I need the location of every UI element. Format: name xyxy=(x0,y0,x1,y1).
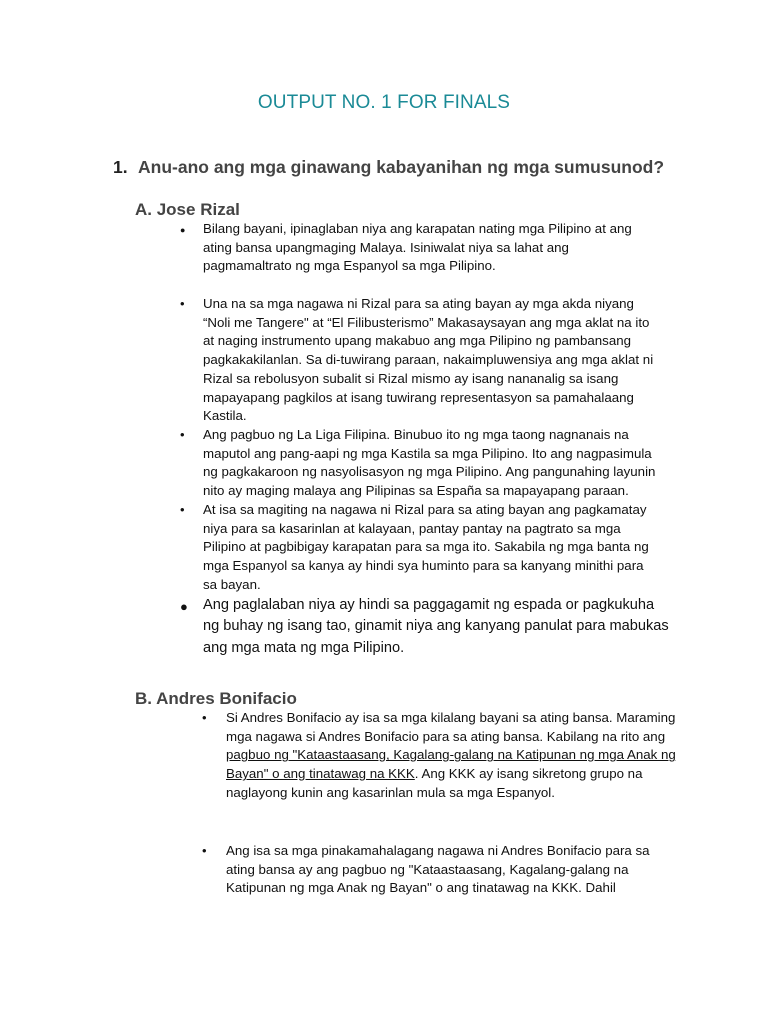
document-title: OUTPUT NO. 1 FOR FINALS xyxy=(257,92,511,113)
list-item: ● Ang paglalaban niya ay hindi sa paggagamit ng espada or pagkukuha ng buhay ng isang tao, ginamit niya ang kanyang panulat para mabukas ang mga mata ng mga Pilipino. xyxy=(180,597,669,656)
section-heading-andres-bonifacio: B. Andres Bonifacio xyxy=(135,689,297,708)
list-item: • Si Andres Bonifacio ay isa sa mga kilalang bayani sa ating bansa. Maraming mga nagawa si Andres Bonifacio para sa ating bansa. Kabilang na rito ang pagbuo ng "Kataastaasang, Kagalang-galang na Katipunan ng mga Anak ng Bayan" o ang tinatawag na KKK. Ang KKK ay isang sikretong grupo na naglayong kunin ang kasarinlan mula sa mga Espanyol. xyxy=(202,710,676,800)
section-heading-jose-rizal: A. Jose Rizal xyxy=(135,200,240,219)
question-text: Anu-ano ang mga ginawang kabayanihan ng mga sumusunod? xyxy=(138,157,665,177)
bullet-icon: • xyxy=(180,296,185,311)
bullet-icon: • xyxy=(202,710,207,725)
list-item: • Ang pagbuo ng La Liga Filipina. Binubuo ito ng mga taong nagnanais na maputol ang pang-aapi ng mga Kastila sa mga Pilipino. Ito ang nagpasimula ng pagkakaroon ng nasyolisasyon ng mga Pilipino. Ang pangunahing layunin nito ay maging malaya ang Pilipinas sa España sa mapayapang paraan. xyxy=(180,427,656,499)
bullet-icon: ● xyxy=(180,225,186,235)
bullet-icon: • xyxy=(180,427,185,442)
underlined-text: pagbuo ng "Kataastaasang, Kagalang-galang na Katipunan ng mga Anak ng Bayan" o ang tinatawag na KKK xyxy=(226,747,676,782)
question-1 xyxy=(113,157,713,178)
list-item: • Una na sa mga nagawa ni Rizal para sa ating bayan ay mga akda niyang “Noli me Tangere" at “El Filibusterismo” Makasaysayan ang mga aklat na ito at naging instrumento upang makabuo ang mga Pilipino ng pambansang pagkakakilanlan. Sa di-tuwirang paraan, nakaimpluwensiya ang mga aklat ni Rizal sa rebolusyon subalit si Rizal mismo ay isang nananalig sa isang mapayapang pagkilos at isang tuwirang representasyon sa pamahalaang Kastila. xyxy=(180,296,654,424)
list-item: • At isa sa magiting na nagawa ni Rizal para sa ating bayan ang pagkamatay niya para sa kasarinlan at kalayaan, pantay pantay na pagtrato sa mga Pilipino at pagbibigay karapatan para sa mga ito. Sakabila ng mga banta ng mga Espanyol sa kanya ay hindi sya huminto para sa kanyang minithi para sa bayan. xyxy=(180,502,649,592)
list-item: • Ang isa sa mga pinakamahalagang nagawa ni Andres Bonifacio para sa ating bansa ay ang pagbuo ng "Kataastaasang, Kagalang-galang na Katipunan ng mga Anak ng Bayan" o ang tinatawag na KKK. Dahil xyxy=(202,843,650,896)
list-item: ● Bilang bayani, ipinaglaban niya ang karapatan nating mga Pilipino at ang ating bansa upangmaging Malaya. Isiniwalat niya sa lahat ang pagmamaltrato ng mga Espanyol sa mga Pilipino. xyxy=(180,221,632,274)
question-number: 1. xyxy=(113,157,128,177)
bullet-icon: • xyxy=(180,502,185,517)
bullet-icon: • xyxy=(202,843,207,858)
bullet-icon: ● xyxy=(180,599,188,614)
